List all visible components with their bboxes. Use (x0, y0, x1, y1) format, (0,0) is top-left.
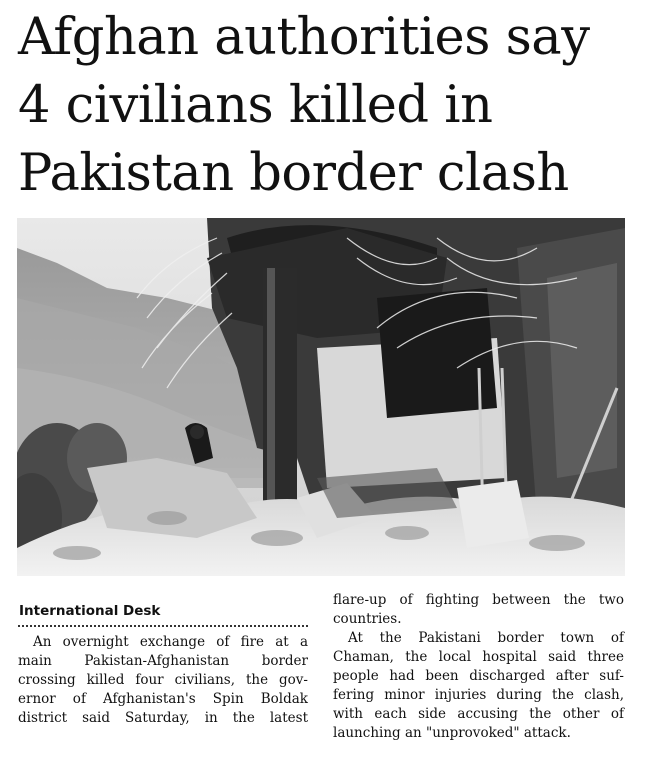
headline-line-3: Pakistan border clash (18, 144, 569, 203)
text-line: ernor of Afghanistan's Spin Boldak (18, 691, 308, 707)
headline (18, 4, 638, 208)
text-line: An overnight exchange of fire at a (33, 634, 308, 650)
text-line: people had been discharged after suf- (333, 668, 624, 684)
text-line: countries. (333, 611, 402, 627)
news-photo-destroyed-building-icon (17, 218, 625, 576)
headline-line-2: 4 civilians killed in (18, 76, 493, 135)
news-photo (17, 218, 625, 576)
paragraph-1 (18, 633, 308, 728)
dateline: International Desk (19, 603, 161, 619)
body-column-2 (333, 591, 624, 743)
text-line: At the Pakistani border town of (348, 630, 624, 646)
paragraph-2 (333, 629, 624, 743)
text-line: launching an "unprovoked" attack. (333, 725, 571, 741)
dateline-divider (18, 625, 308, 627)
body-column-1 (18, 633, 308, 728)
paragraph-1-continued (333, 591, 624, 629)
headline-line-1: Afghan authorities say (18, 8, 590, 67)
text-line: fering minor injuries during the clash, (333, 687, 624, 703)
text-line: district said Saturday, in the latest (18, 710, 308, 726)
text-line: with each side accusing the other of (333, 706, 624, 722)
text-line: crossing killed four civilians, the gov- (18, 672, 308, 688)
text-line: Chaman, the local hospital said three (333, 649, 624, 665)
text-line: flare-up of fighting between the two (333, 592, 624, 608)
text-line: main Pakistan-Afghanistan border (18, 653, 308, 669)
